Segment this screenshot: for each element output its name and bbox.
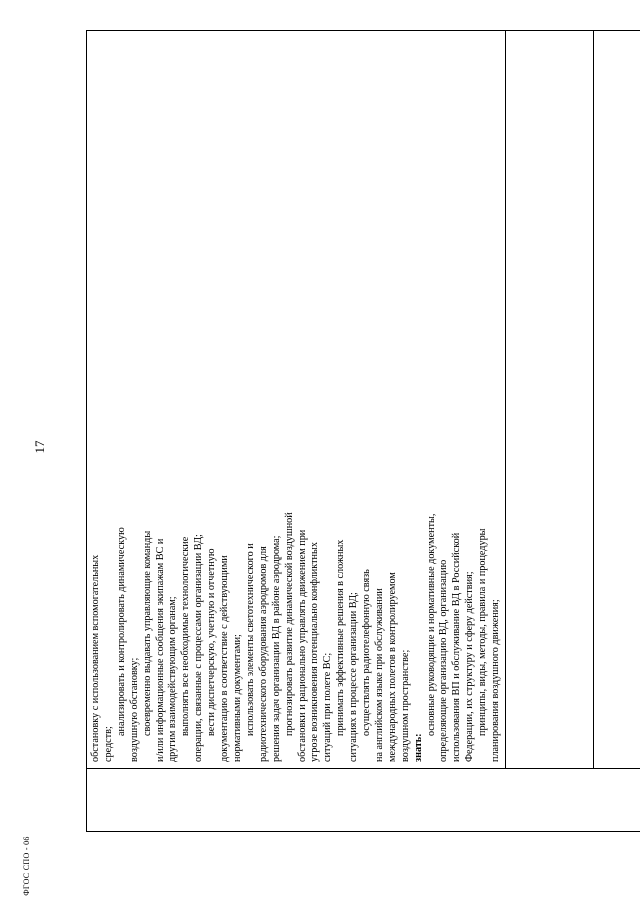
text-line: нормативными документами; (232, 37, 245, 762)
text-line: другим взаимодействующим органам; (167, 37, 180, 762)
footer-code: ФГОС СПО - 06 (21, 826, 33, 906)
text-line: принципы, виды, методы, правила и процедуры (477, 37, 490, 762)
text-line: знать: (413, 37, 426, 762)
text-line: планирования воздушного движения; (490, 37, 503, 762)
text-line: воздушную обстановку; (129, 37, 142, 762)
text-line: принимать эффективные решения в сложных (335, 37, 348, 762)
text-line: вести диспетчерскую, учетную и отчетную (206, 37, 219, 762)
empty-cell (506, 31, 594, 769)
text-line: определяющие организацию ВД, организацию (438, 37, 451, 762)
text-line: решения задач организации ВД в районе аэродрома; (271, 37, 284, 762)
table-row (87, 31, 506, 832)
text-line: использования ВП и обслуживание ВД в Российской (451, 37, 464, 762)
text-line: обстановки и рационально управлять движением при (297, 37, 310, 762)
first-column-cell (87, 769, 640, 832)
text-line: выполнять все необходимые технологические (180, 37, 193, 762)
text-line: операции, связанные с процессами организации ВД; (193, 37, 206, 762)
text-line: анализировать и контролировать динамическую (116, 37, 129, 762)
text-line: ситуаций при полете ВС; (322, 37, 335, 762)
empty-cell (594, 31, 640, 769)
requirements-table (86, 30, 640, 832)
document-table (86, 30, 600, 832)
text-line: радиотехнического оборудования аэродромов для (258, 37, 271, 762)
text-line: угрозе возникновения потенциально конфликтных (309, 37, 322, 762)
text-line: и/или информационные сообщения экипажам ВС и (155, 37, 168, 762)
text-line: документацию в соответствие с действующими (219, 37, 232, 762)
text-line: осуществлять радиотелефонную связь (361, 37, 374, 762)
text-line: воздушном пространстве; (400, 37, 413, 762)
page-number: 17 (30, 435, 50, 459)
table-row (506, 31, 594, 832)
text-line: международных полетов в контролируемом (387, 37, 400, 762)
requirements-text (87, 31, 505, 768)
text-line: Федерации, их структуру и сферу действия; (464, 37, 477, 762)
text-line: своевременно выдавать управляющие команды (142, 37, 155, 762)
table-row (594, 31, 640, 832)
text-line: прогнозировать развитие динамической воздушной (284, 37, 297, 762)
text-line: использовать элементы светотехнического и (245, 37, 258, 762)
text-line: средств; (103, 37, 116, 762)
text-line: основные руководящие и нормативные документы, (426, 37, 439, 762)
text-line: обстановку с использованием вспомогательных (90, 37, 103, 762)
text-line: ситуациях в процессе организации ВД; (348, 37, 361, 762)
text-line: на английском языке при обслуживании (374, 37, 387, 762)
requirements-text-cell (87, 31, 506, 769)
